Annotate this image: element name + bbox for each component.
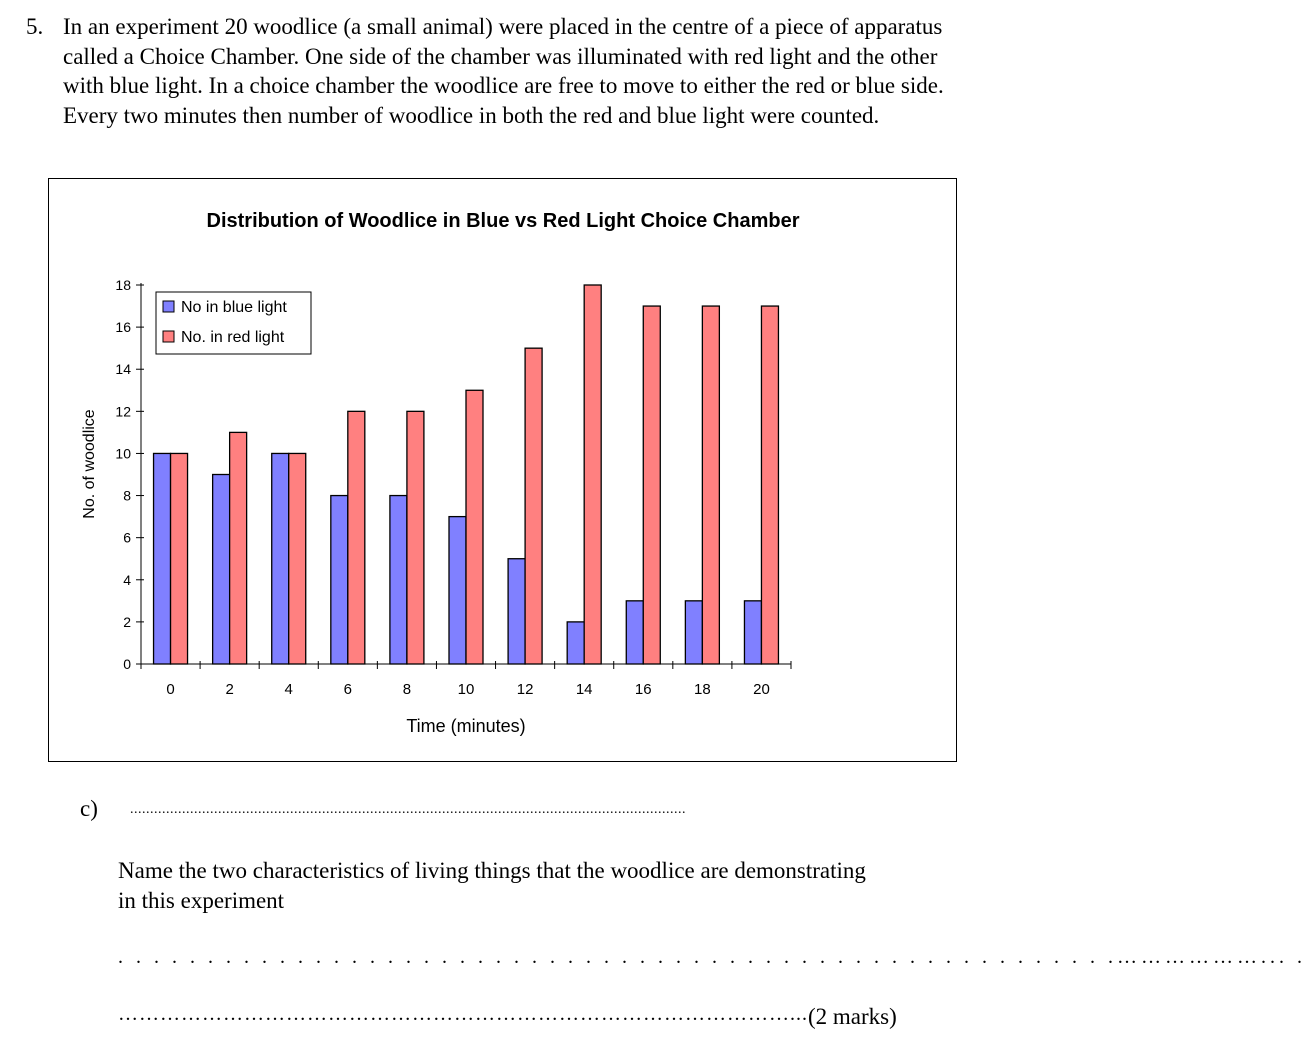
- bar-series0-20: [744, 601, 761, 664]
- y-tick-label-14: 14: [115, 361, 131, 378]
- legend-swatch-1: [163, 331, 174, 342]
- answer-line-1: . . . . . . . . . . . . . . . . . . . . . . . . . . . . . . . . . . . . . . . . . . . . . . . . . . . . . . . .………………... .: [118, 946, 1306, 968]
- x-tick-label-18: 18: [694, 681, 711, 698]
- y-tick-label-12: 12: [115, 403, 131, 420]
- bar-series0-18: [685, 601, 702, 664]
- x-axis-label: Time (minutes): [406, 716, 526, 736]
- y-tick-label-16: 16: [115, 319, 131, 336]
- answer-line-2: ……………………………………………………………………………………...: [118, 1003, 808, 1025]
- bar-series1-0: [171, 453, 188, 664]
- bar-series1-18: [702, 306, 719, 664]
- part-prompt: Name the two characteristics of living things that the woodlice are demonstrating in this experiment: [118, 858, 866, 913]
- y-axis-label: No. of woodlice: [81, 409, 98, 519]
- bar-series0-14: [567, 622, 584, 664]
- bar-series0-10: [449, 517, 466, 664]
- bar-series1-8: [407, 411, 424, 664]
- y-tick-label-10: 10: [115, 445, 131, 462]
- legend-swatch-0: [163, 301, 174, 312]
- legend-label-1: No. in red light: [181, 329, 285, 346]
- bar-series1-20: [761, 306, 778, 664]
- y-tick-label-6: 6: [123, 529, 131, 546]
- bar-chart: [49, 179, 958, 763]
- x-tick-label-4: 4: [284, 681, 293, 698]
- bar-series1-6: [348, 411, 365, 664]
- x-tick-label-20: 20: [753, 681, 770, 698]
- y-tick-label-2: 2: [123, 613, 131, 630]
- bar-series0-8: [390, 496, 407, 664]
- chart-title: Distribution of Woodlice in Blue vs Red Light Choice Chamber: [206, 210, 800, 232]
- part-label: c): [80, 796, 98, 821]
- bar-series1-4: [289, 453, 306, 664]
- answer-line: ...........................................................................................................................................: [130, 802, 686, 817]
- bar-series0-2: [213, 475, 230, 665]
- bar-series1-14: [584, 285, 601, 664]
- x-tick-label-16: 16: [634, 681, 652, 698]
- bar-series1-2: [230, 432, 247, 664]
- bar-series1-10: [466, 390, 483, 664]
- question-number: 5.: [26, 14, 44, 39]
- bar-series0-12: [508, 559, 525, 664]
- y-tick-label-8: 8: [123, 487, 131, 504]
- plot-area: [115, 277, 791, 698]
- bar-series0-16: [626, 601, 643, 664]
- x-tick-label-0: 0: [166, 681, 175, 698]
- x-tick-label-6: 6: [343, 681, 352, 698]
- chart-container: [48, 178, 957, 762]
- bar-series1-12: [525, 348, 542, 664]
- bar-series0-6: [331, 496, 348, 664]
- y-tick-label-4: 4: [123, 571, 131, 588]
- marks-label: (2 marks): [808, 1004, 897, 1029]
- x-tick-label-8: 8: [402, 681, 412, 698]
- bar-series1-16: [643, 306, 660, 664]
- y-tick-label-0: 0: [123, 656, 131, 672]
- question-text: In an experiment 20 woodlice (a small animal) were placed in the centre of a piece of apparatus called a Choice Chamber. One side of the chamber was illuminated with red light and the other with blue light. In a choice chamber the woodlice are free to move to either the red or blue side. Every two minutes then number of woodlice in both the red and blue light were counted.: [63, 14, 944, 128]
- x-tick-label-12: 12: [516, 681, 534, 698]
- legend-label-0: No in blue light: [181, 299, 287, 316]
- y-tick-label-18: 18: [115, 277, 131, 293]
- bar-series0-0: [154, 453, 171, 664]
- x-tick-label-14: 14: [575, 681, 593, 698]
- x-tick-label-10: 10: [457, 681, 475, 698]
- bar-series0-4: [272, 453, 289, 664]
- x-tick-label-2: 2: [225, 681, 234, 698]
